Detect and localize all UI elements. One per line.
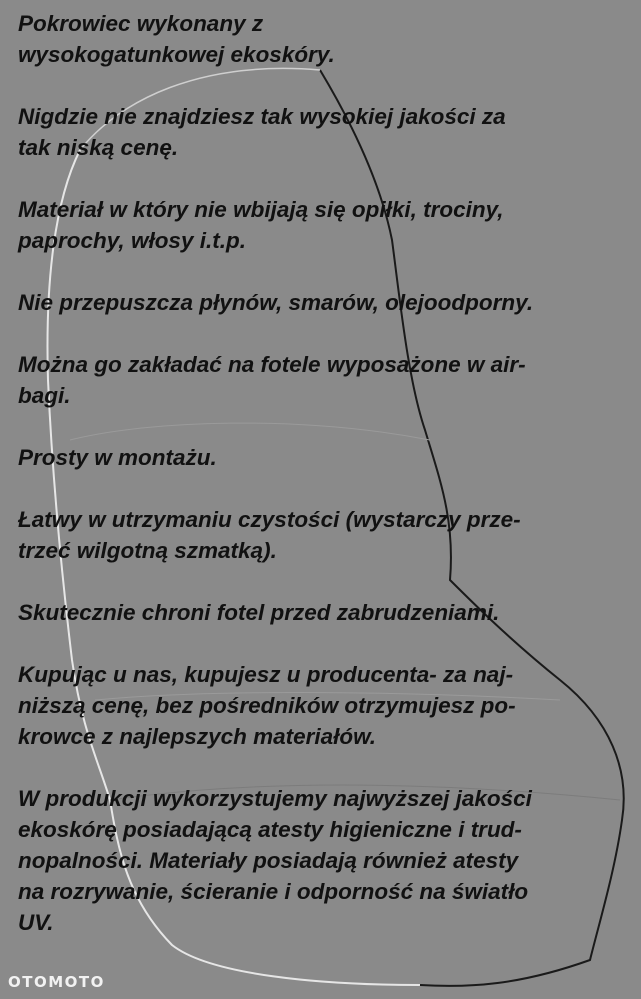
paragraph-installation: Prosty w montażu. [18,445,217,470]
paragraph-quality: Nigdzie nie znajdziesz tak wysokiej jakości za tak niską cenę. [18,104,506,160]
otomoto-watermark: OTOMOTO [8,973,105,991]
paragraph-certificates: W produkcji wykorzystujemy najwyższej jakości ekoskórę posiadającą atesty higieniczne i trud- nopalności. Materiały posiadają również atesty na rozrywanie, ścieranie i odporność na światło UV. [18,786,532,935]
paragraph-producer: Kupując u nas, kupujesz u producenta- za naj- niższą cenę, bez pośredników otrzymujesz po- krowce z najlepszych materiałów. [18,662,516,749]
paragraph-protection: Skutecznie chroni fotel przed zabrudzeniami. [18,600,500,625]
paragraph-oilproof: Nie przepuszcza płynów, smarów, olejoodporny. [18,290,534,315]
paragraph-material: Pokrowiec wykonany z wysokogatunkowej ekoskóry. [18,11,335,67]
paragraph-debris: Materiał w który nie wbijają się opiłki, trociny, paprochy, włosy i.t.p. [18,197,504,253]
description-text [18,8,630,969]
paragraph-airbag: Można go zakładać na fotele wyposażone w air- bagi. [18,352,526,408]
paragraph-cleaning: Łatwy w utrzymaniu czystości (wystarczy prze- trzeć wilgotną szmatką). [18,507,521,563]
